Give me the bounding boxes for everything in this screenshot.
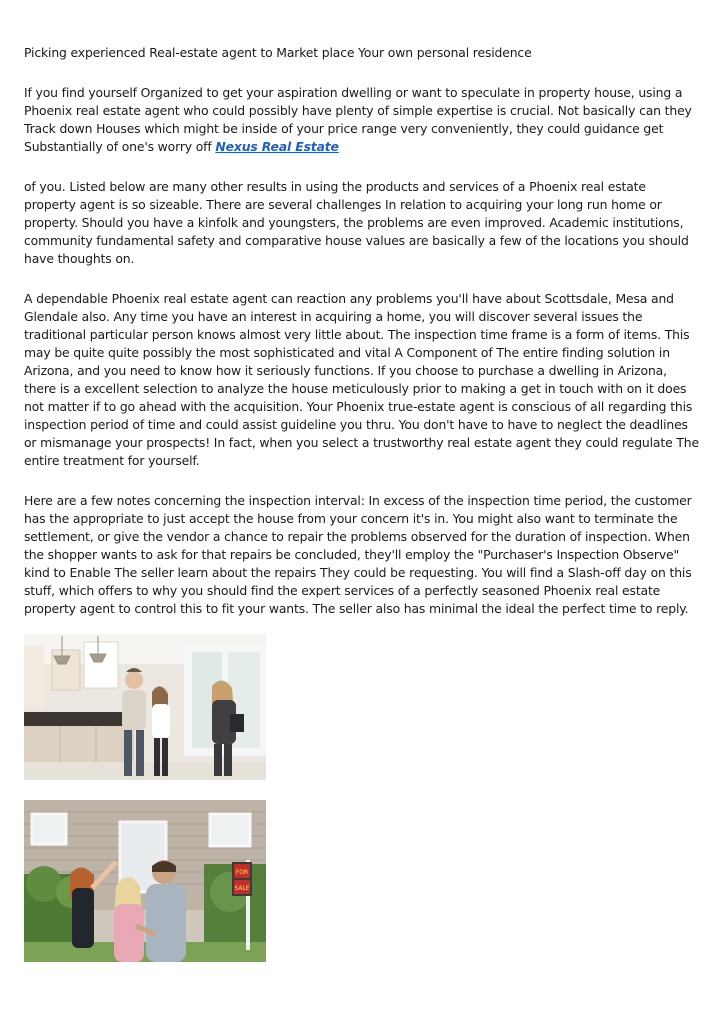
paragraph-1	[24, 84, 700, 156]
kitchen-showing-photo	[24, 634, 266, 780]
paragraph-4: Here are a few notes concerning the inspection interval: In excess of the inspection time period, the customer has the appropriate to just accept the house from your concern it's in. You might also want to terminate the settlement, or give the vendor a chance to repair the problems observed for the duration of inspection. When the shopper wants to ask for that repairs be concluded, they'll employ the "Purchaser's Inspection Observe" kind to Enable The seller learn about the repairs They could be requesting. You will find a Slash-off day on this stuff, which offers to why you should find the expert services of a perfectly seasoned Phoenix real estate property agent to control this to fit your wants. The seller also has minimal the ideal the perfect time to reply.	[24, 493, 692, 616]
for-sale-family-illustration	[24, 800, 266, 962]
article-title: Picking experienced Real-estate agent to Market place Your own personal residence	[24, 45, 532, 60]
nexus-real-estate-link[interactable]: Nexus Real Estate	[215, 139, 339, 154]
paragraph-2: of you. Listed below are many other results in using the products and services of a Phoenix real estate property agent is so sizeable. There are several challenges In relation to acquiring your long run home or property. Should you have a kinfolk and youngsters, the problems are even improved. Academic institutions, community fundamental safety and comparative house values are basically a few of the locations you should have thoughts on.	[24, 179, 689, 266]
for-sale-family-photo	[24, 800, 266, 962]
for-sale-sign-top: FOR	[235, 869, 249, 876]
for-sale-sign-bottom: SALE	[234, 885, 250, 892]
article	[24, 44, 700, 618]
paragraph-3: A dependable Phoenix real estate agent can reaction any problems you'll have about Scottsdale, Mesa and Glendale also. Any time you have an interest in acquiring a home, you will discover several issues the traditional particular person knows almost very little about. The inspection time frame is a form of items. This may be quite quite possibly the most sophisticated and vital A Component of The entire finding solution in Arizona, and you need to know how it seriously functions. If you choose to purchase a dwelling in Arizona, there is a excellent selection to analyze the house meticulously prior to making a get in touch with on it does not matter if to go ahead with the acquisition. Your Phoenix true-estate agent is conscious of all regarding this inspection period of time and could assist guideline you thru. You don't have to have to neglect the deadlines or mismanage your prospects! In fact, when you select a trustworthy real estate agent they could regulate The entire treatment for yourself.	[24, 291, 699, 468]
paragraph-1-text: If you find yourself Organized to get your aspiration dwelling or want to speculate in property house, using a Phoenix real estate agent who could possibly have plenty of simple expertise is crucial. Not basically can they Track down Houses which might be inside of your price range very conveniently, they could guidance get Substantially of one's worry off	[24, 85, 692, 154]
kitchen-showing-illustration	[24, 634, 266, 780]
